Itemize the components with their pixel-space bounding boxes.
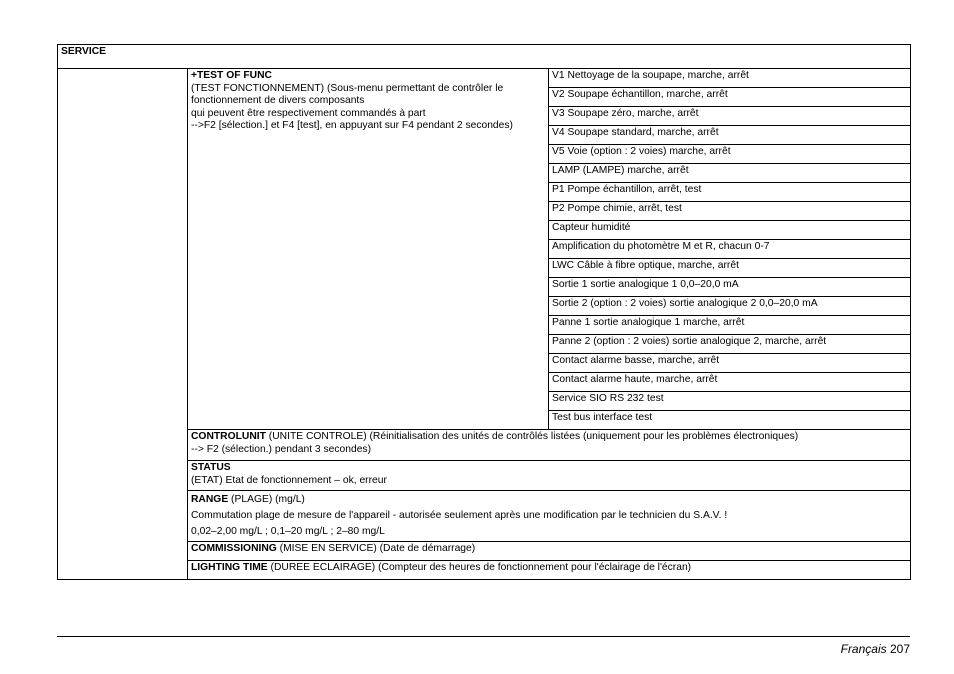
- test-of-func-line: -->F2 [sélection.] et F4 [test], en appuyant sur F4 pendant 2 secondes): [191, 120, 513, 132]
- range-line3: 0,02–2,00 mg/L ; 0,1–20 mg/L ; 2–80 mg/L: [191, 526, 385, 537]
- test-item: LAMP (LAMPE) marche, arrêt: [549, 164, 911, 183]
- test-item: Capteur humidité: [549, 221, 911, 240]
- test-item: V3 Soupape zéro, marche, arrêt: [549, 107, 911, 126]
- test-item: V5 Voie (option : 2 voies) marche, arrêt: [549, 145, 911, 164]
- range-line2: Commutation plage de mesure de l'appareil - autorisée seulement après une modification par le technicien du S.A.V. !: [191, 510, 728, 521]
- test-item: Sortie 1 sortie analogique 1 0,0–20,0 mA: [549, 278, 911, 297]
- range-text: (PLAGE) (mg/L): [228, 494, 305, 505]
- controlunit-cell: [188, 430, 911, 461]
- test-item: Contact alarme basse, marche, arrêt: [549, 354, 911, 373]
- test-item: P2 Pompe chimie, arrêt, test: [549, 202, 911, 221]
- test-item: Service SIO RS 232 test: [549, 392, 911, 411]
- status-cell: [188, 461, 911, 491]
- test-item: V4 Soupape standard, marche, arrêt: [549, 126, 911, 145]
- controlunit-text: (UNITE CONTROLE) (Réinitialisation des unités de contrôlés listées (uniquement pour les problèmes électroniques): [265, 431, 799, 442]
- test-of-func-line: qui peuvent être respectivement commandés à part: [191, 107, 426, 119]
- test-item: Test bus interface test: [549, 411, 911, 430]
- footer-language: Français: [840, 642, 887, 656]
- test-of-func-line: fonctionnement de divers composants: [191, 95, 365, 107]
- controlunit-line2: --> F2 (sélection.) pendant 3 secondes): [191, 443, 372, 455]
- test-item: Panne 1 sortie analogique 1 marche, arrêt: [549, 316, 911, 335]
- commissioning-title: COMMISSIONING: [191, 543, 277, 554]
- table-header-service: SERVICE: [58, 45, 911, 69]
- table-row: [58, 69, 911, 88]
- table-header-row: [58, 45, 911, 69]
- service-menu-table: [57, 44, 911, 580]
- test-item: P1 Pompe échantillon, arrêt, test: [549, 183, 911, 202]
- test-of-func-title: +TEST OF FUNC: [191, 70, 272, 81]
- test-item: V1 Nettoyage de la soupape, marche, arrêt: [549, 69, 911, 88]
- page-footer: [841, 642, 910, 656]
- range-title: RANGE: [191, 494, 229, 505]
- footer-divider: [57, 636, 910, 637]
- lighting-time-title: LIGHTING TIME: [191, 562, 268, 573]
- lighting-time-cell: [188, 561, 911, 580]
- commissioning-cell: [188, 542, 911, 561]
- status-title: STATUS: [191, 462, 231, 473]
- test-item: V2 Soupape échantillon, marche, arrêt: [549, 88, 911, 107]
- page-number: 207: [889, 642, 910, 656]
- test-item: Contact alarme haute, marche, arrêt: [549, 373, 911, 392]
- range-cell: [188, 491, 911, 542]
- test-item: Sortie 2 (option : 2 voies) sortie analogique 2 0,0–20,0 mA: [549, 297, 911, 316]
- test-of-func-line: (TEST FONCTIONNEMENT) (Sous-menu permettant de contrôler le: [191, 82, 504, 94]
- commissioning-text: (MISE EN SERVICE) (Date de démarrage): [276, 543, 476, 554]
- test-item: Panne 2 (option : 2 voies) sortie analogique 2, marche, arrêt: [549, 335, 911, 354]
- test-of-func-cell: [188, 69, 549, 430]
- empty-left-cell: [58, 69, 188, 580]
- test-item: Amplification du photomètre M et R, chacun 0-7: [549, 240, 911, 259]
- status-line2: (ETAT) Etat de fonctionnement – ok, erreur: [191, 474, 387, 486]
- controlunit-title: CONTROLUNIT: [191, 431, 266, 442]
- lighting-time-text: (DUREE ECLAIRAGE) (Compteur des heures de fonctionnement pour l'éclairage de l'écran): [267, 562, 692, 573]
- test-item: LWC Câble à fibre optique, marche, arrêt: [549, 259, 911, 278]
